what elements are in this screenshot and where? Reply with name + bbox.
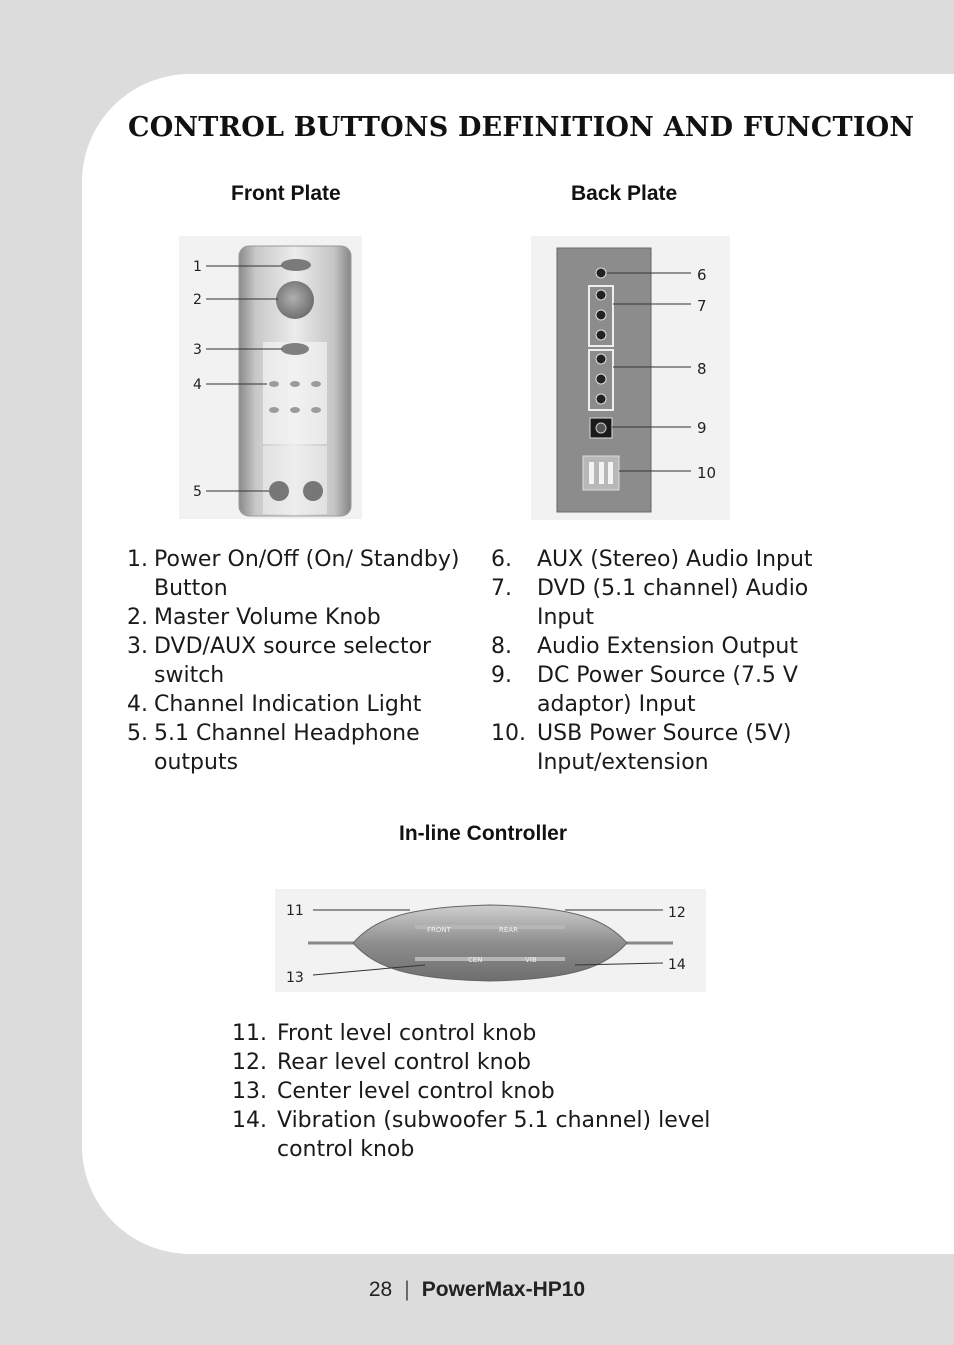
back-plate-diagram xyxy=(531,236,730,520)
front-label: FRONT xyxy=(427,926,451,934)
rear-label: REAR xyxy=(499,926,518,934)
callout-2: 2 xyxy=(193,292,202,308)
callout-14: 14 xyxy=(668,957,686,973)
inline-controller-heading: In-line Controller xyxy=(399,822,567,845)
selector-switch-shape xyxy=(281,343,309,355)
back-plate-figure xyxy=(531,236,730,520)
callout-11: 11 xyxy=(286,903,304,919)
list-item: 6. AUX (Stereo) Audio Input xyxy=(491,547,813,572)
callout-9: 9 xyxy=(697,419,707,437)
power-button-shape xyxy=(281,259,311,271)
list-item: 2. Master Volume Knob xyxy=(127,605,381,630)
list-item: 7. DVD (5.1 channel) Audio Input xyxy=(491,576,809,630)
headphone-jack-right-shape xyxy=(303,481,323,501)
list-item: 10. USB Power Source (5V) Input/extension xyxy=(491,721,792,775)
list-item: 1. Power On/Off (On/ Standby) Button xyxy=(127,547,460,601)
list-item: 12. Rear level control knob xyxy=(232,1050,532,1075)
cen-label: CEN xyxy=(468,956,483,964)
vib-label: VIB xyxy=(525,956,537,964)
page-footer xyxy=(0,1278,954,1302)
list-item: 13. Center level control knob xyxy=(232,1079,555,1104)
inline-controller-diagram xyxy=(275,889,706,992)
callout-5: 5 xyxy=(193,484,202,500)
callout-8: 8 xyxy=(697,360,707,378)
callout-1: 1 xyxy=(193,259,202,275)
list-item: 14. Vibration (subwoofer 5.1 channel) level control knob xyxy=(232,1108,711,1162)
model-name: PowerMax-HP10 xyxy=(421,1278,586,1301)
front-plate-figure xyxy=(179,236,362,519)
inline-controller-list xyxy=(232,1019,752,1164)
callout-4: 4 xyxy=(193,377,202,393)
list-item: 8. Audio Extension Output xyxy=(491,634,798,659)
front-plate-diagram xyxy=(179,236,362,519)
front-plate-list xyxy=(127,545,467,777)
list-item: 11. Front level control knob xyxy=(232,1021,537,1046)
list-item: 5. 5.1 Channel Headphone outputs xyxy=(127,721,420,775)
list-item: 9. DC Power Source (7.5 V adaptor) Input xyxy=(491,663,798,717)
aux-jack-shape xyxy=(596,268,606,278)
callout-3: 3 xyxy=(193,342,202,358)
inline-controller-figure xyxy=(275,889,706,992)
back-plate-list xyxy=(491,545,836,777)
callout-10: 10 xyxy=(697,464,717,482)
list-item: 3. DVD/AUX source selector switch xyxy=(127,634,432,688)
callout-12: 12 xyxy=(668,905,686,921)
back-plate-heading: Back Plate xyxy=(571,182,678,205)
callout-6: 6 xyxy=(697,266,707,284)
callout-13: 13 xyxy=(286,970,304,986)
volume-knob-shape xyxy=(276,281,314,319)
page-number: 28 xyxy=(368,1278,393,1301)
page-title: CONTROL BUTTONS DEFINITION AND FUNCTION xyxy=(128,112,915,143)
list-item: 4. Channel Indication Light xyxy=(127,692,422,717)
controller-body-shape xyxy=(353,905,627,981)
front-plate-heading: Front Plate xyxy=(231,182,341,205)
callout-7: 7 xyxy=(697,297,707,315)
footer-separator: | xyxy=(404,1278,410,1301)
headphone-jack-left-shape xyxy=(269,481,289,501)
